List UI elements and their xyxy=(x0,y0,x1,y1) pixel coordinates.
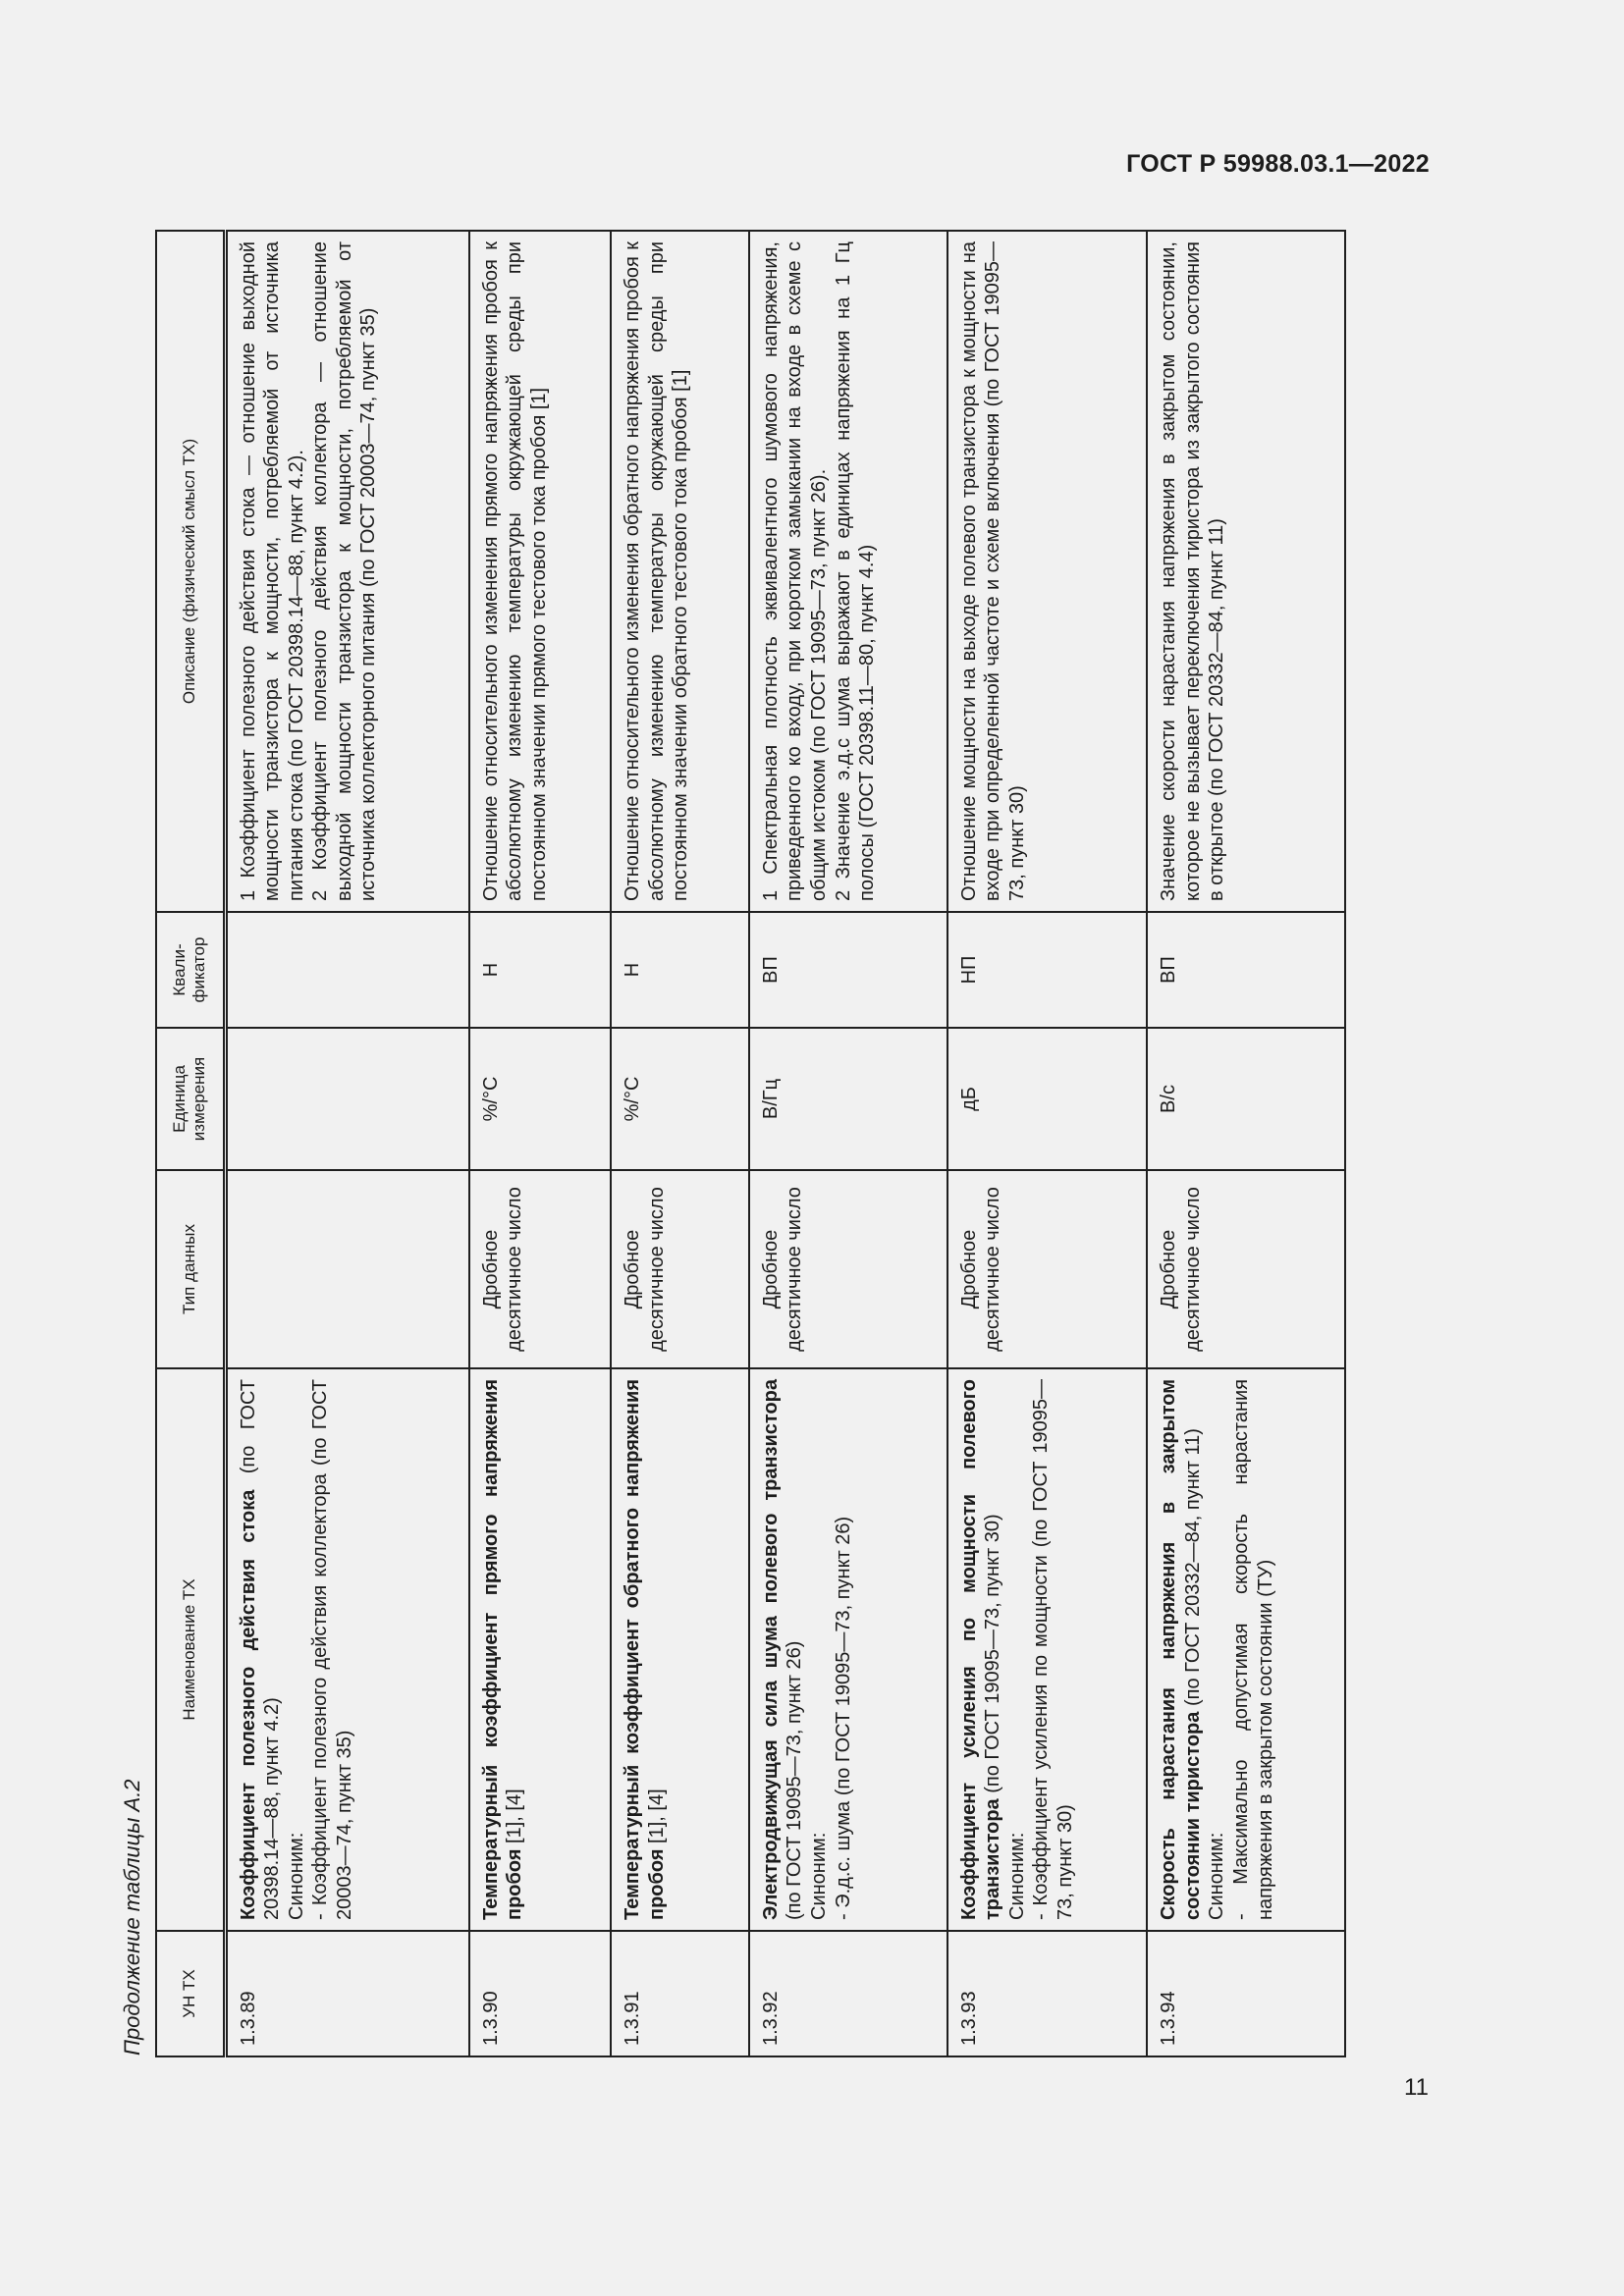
description-text: 1 Коэффициент полезного действия стока — отношение выходной мощности транзистора к мощности, потребляемой от источника питания стока (по ГОСТ 20398.14—88, пункт 4.2). xyxy=(237,241,307,901)
cell-description xyxy=(1147,231,1345,912)
cell-name xyxy=(611,1368,749,1931)
cell-description xyxy=(611,231,749,912)
cell-data-type: Дробное десятичное число xyxy=(1147,1170,1345,1368)
term-source: (по ГОСТ 19095—73, пункт 30) xyxy=(982,1514,1004,1799)
cell-qualifier: Н xyxy=(611,912,749,1028)
cell-description xyxy=(947,231,1148,912)
synonym-text: - Коэффициент полезного действия коллектора (по ГОСТ 20003—74, пункт 35) xyxy=(309,1379,355,1920)
cell-name xyxy=(947,1368,1148,1931)
cell-description xyxy=(749,231,947,912)
cell-code: 1.3.91 xyxy=(611,1931,749,2056)
cell-code: 1.3.89 xyxy=(225,1931,469,2056)
table-row xyxy=(749,231,947,2056)
cell-data-type: Дробное десятичное число xyxy=(749,1170,947,1368)
cell-data-type xyxy=(225,1170,469,1368)
cell-code: 1.3.94 xyxy=(1147,1931,1345,2056)
table-row xyxy=(225,231,469,2056)
table-row xyxy=(611,231,749,2056)
rotated-table-container xyxy=(155,232,1346,2057)
table-row xyxy=(947,231,1148,2056)
synonym-text: - Э.д.с. шума (по ГОСТ 19095—73, пункт 26) xyxy=(832,1516,854,1920)
description-text: Отношение относительного изменения прямого напряжения пробоя к абсолютному изменению температуры окружающей среды при постоянном значении прямого тестового тока пробоя [1] xyxy=(479,241,550,901)
table-header xyxy=(156,231,225,2056)
cell-unit: %/°С xyxy=(469,1028,612,1170)
column-header-description: Описание (физический смысл ТХ) xyxy=(156,231,225,912)
cell-qualifier: ВП xyxy=(749,912,947,1028)
term-name: Температурный коэффициент обратного напряжения пробоя xyxy=(622,1379,668,1920)
cell-description xyxy=(225,231,469,912)
synonym-label: Синоним: xyxy=(807,1832,830,1920)
cell-unit: %/°С xyxy=(611,1028,749,1170)
table-caption: Продолжение таблицы А.2 xyxy=(120,1779,144,2056)
cell-unit: дБ xyxy=(947,1028,1148,1170)
cell-data-type: Дробное десятичное число xyxy=(469,1170,612,1368)
cell-unit: В/с xyxy=(1147,1028,1345,1170)
cell-code: 1.3.92 xyxy=(749,1931,947,2056)
description-text: 1 Спектральная плотность эквивалентного шумового напряжения, приведенного ко входу, при коротком замыкании на входе в схеме с общим истоком (по ГОСТ 19095—73, пункт 26). xyxy=(759,241,830,901)
term-name: Электродвижущая сила шума полевого транзистора xyxy=(759,1379,782,1920)
term-source: [1], [4] xyxy=(645,1789,668,1849)
cell-data-type: Дробное десятичное число xyxy=(611,1170,749,1368)
term-name: Скорость нарастания напряжения в закрытом состоянии тиристора xyxy=(1158,1379,1204,1920)
column-header-unit: Единица измерения xyxy=(156,1028,225,1170)
synonym-text: - Коэффициент усиления по мощности (по ГОСТ 19095—73, пункт 30) xyxy=(1030,1379,1076,1920)
table-row xyxy=(1147,231,1345,2056)
description-note: 2 Значение э.д.с шума выражают в единицах напряжения на 1 Гц полосы (ГОСТ 20398.11—80, пункт 4.4) xyxy=(832,241,879,901)
table-row xyxy=(469,231,612,2056)
cell-qualifier: Н xyxy=(469,912,612,1028)
cell-qualifier: ВП xyxy=(1147,912,1345,1028)
synonym-text: - Максимально допустимая скорость нарастания напряжения в закрытом состоянии (ТУ) xyxy=(1230,1379,1276,1920)
cell-code: 1.3.90 xyxy=(469,1931,612,2056)
characteristics-table xyxy=(155,230,1346,2057)
column-header-qualifier: Квали-фикатор xyxy=(156,912,225,1028)
cell-name xyxy=(1147,1368,1345,1931)
cell-name xyxy=(225,1368,469,1931)
cell-name xyxy=(749,1368,947,1931)
document-standard-header: ГОСТ Р 59988.03.1—2022 xyxy=(1126,150,1430,178)
term-source: [1], [4] xyxy=(504,1789,526,1849)
description-text: Значение скорости нарастания напряжения в закрытом состоянии, которое не вызывает переключения тиристора из закрытого состояния в открытое (по ГОСТ 20332—84, пункт 11) xyxy=(1158,241,1228,901)
description-note: 2 Коэффициент полезного действия коллектора — отношение выходной мощности транзистора к мощности, потребляемой от источника коллекторного питания (по ГОСТ 20003—74, пункт 35) xyxy=(309,241,380,901)
term-name: Коэффициент усиления по мощности полевого транзистора xyxy=(957,1379,1004,1920)
term-source: (по ГОСТ 19095—73, пункт 26) xyxy=(784,1640,806,1920)
cell-data-type: Дробное десятичное число xyxy=(947,1170,1148,1368)
column-header-code: УН ТХ xyxy=(156,1931,225,2056)
cell-name xyxy=(469,1368,612,1931)
cell-description xyxy=(469,231,612,912)
column-header-name: Наименование ТХ xyxy=(156,1368,225,1931)
synonym-label: Синоним: xyxy=(1206,1832,1228,1920)
description-text: Отношение относительного изменения обратного напряжения пробоя к абсолютному изменению температуры окружающей среды при постоянном значении обратного тестового тока пробоя [1] xyxy=(622,241,692,901)
term-name: Коэффициент полезного действия стока xyxy=(237,1489,259,1920)
cell-code: 1.3.93 xyxy=(947,1931,1148,2056)
synonym-label: Синоним: xyxy=(1005,1832,1028,1920)
cell-qualifier: НП xyxy=(947,912,1148,1028)
term-source: (по ГОСТ 20398.14—88, пункт 4.2) xyxy=(237,1379,284,1920)
page-number: 11 xyxy=(1404,2074,1429,2101)
synonym-label: Синоним: xyxy=(285,1832,307,1920)
term-source: (по ГОСТ 20332—84, пункт 11) xyxy=(1181,1428,1204,1712)
cell-unit xyxy=(225,1028,469,1170)
cell-qualifier xyxy=(225,912,469,1028)
column-header-type: Тип данных xyxy=(156,1170,225,1368)
cell-unit: В/Гц xyxy=(749,1028,947,1170)
description-text: Отношение мощности на выходе полевого транзистора к мощности на входе при определенной частоте и схеме включения (по ГОСТ 19095—73, пункт 30) xyxy=(957,241,1028,901)
term-name: Температурный коэффициент прямого напряжения пробоя xyxy=(479,1379,526,1920)
